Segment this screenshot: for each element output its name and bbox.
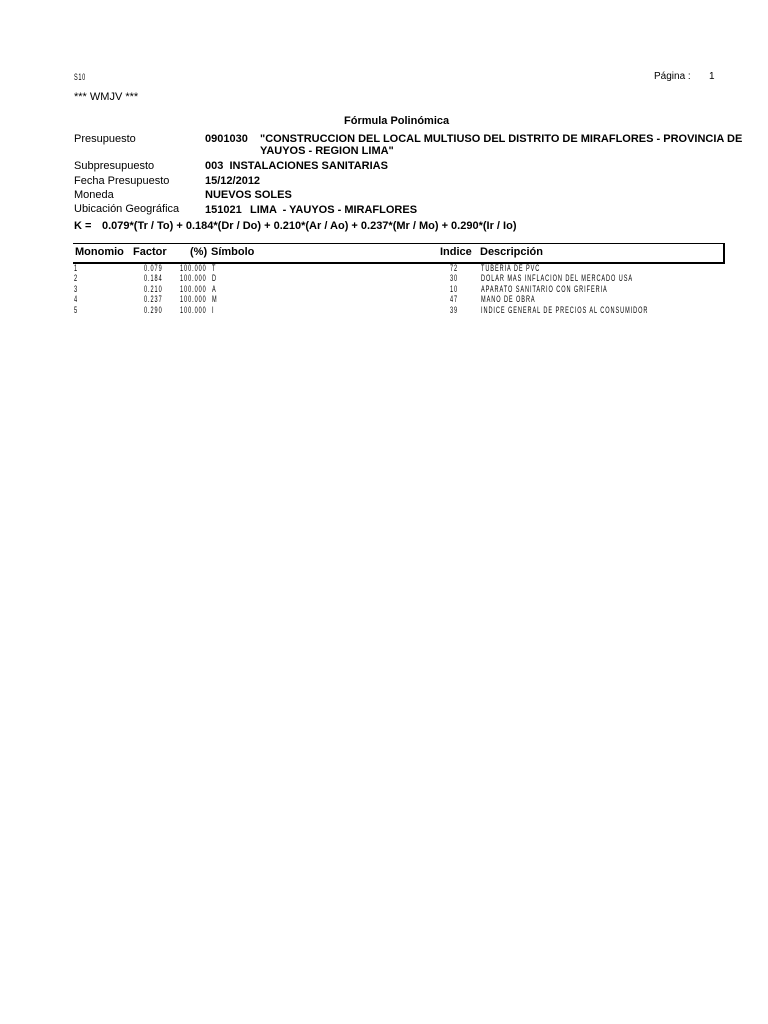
cell-percent: 100.000 <box>180 284 207 294</box>
fecha-value: 15/12/2012 <box>205 175 261 187</box>
table-header-box <box>73 243 725 264</box>
presupuesto-code: 0901030 <box>205 133 248 145</box>
col-percent: (%) <box>190 246 208 258</box>
cell-factor: 0.210 <box>144 284 163 294</box>
cell-monomio: 2 <box>74 273 79 283</box>
col-indice: Indice <box>440 246 472 258</box>
cell-factor: 0.290 <box>144 305 163 315</box>
page-label: Página : <box>654 71 691 82</box>
ubicacion-value: LIMA - YAUYOS - MIRAFLORES <box>250 204 418 216</box>
cell-monomio: 1 <box>74 263 79 273</box>
presupuesto-label: Presupuesto <box>74 133 136 145</box>
report-code: S10 <box>74 72 86 82</box>
moneda-value: NUEVOS SOLES <box>205 189 292 201</box>
cell-factor: 0.237 <box>144 294 163 304</box>
col-descripcion: Descripción <box>480 246 543 258</box>
formula-k-label: K = <box>74 220 92 232</box>
cell-simbolo: I <box>212 305 215 315</box>
ubicacion-label: Ubicación Geográfica <box>74 203 180 215</box>
presupuesto-desc-line1: "CONSTRUCCION DEL LOCAL MULTIUSO DEL DISTRITO DE MIRAFLORES - PROVINCIA DE <box>260 133 743 145</box>
formula-expression: 0.079*(Tr / To) + 0.184*(Dr / Do) + 0.210*(Ar / Ao) + 0.237*(Mr / Mo) + 0.290*(Ir / Io) <box>102 220 517 232</box>
cell-descripcion: DOLAR MAS INFLACION DEL MERCADO USA <box>481 273 634 283</box>
page-title: Fórmula Polinómica <box>344 115 450 127</box>
cell-descripcion: MANO DE OBRA <box>481 294 536 304</box>
page-number: 1 <box>709 71 715 82</box>
cell-indice: 47 <box>450 294 459 304</box>
cell-factor: 0.184 <box>144 273 163 283</box>
cell-descripcion: INDICE GENERAL DE PRECIOS AL CONSUMIDOR <box>481 305 649 315</box>
cell-descripcion: TUBERIA DE PVC <box>481 263 541 273</box>
subpresupuesto-label: Subpresupuesto <box>74 160 155 172</box>
cell-indice: 30 <box>450 273 459 283</box>
cell-indice: 10 <box>450 284 459 294</box>
cell-monomio: 4 <box>74 294 79 304</box>
cell-simbolo: D <box>212 273 217 283</box>
fecha-label: Fecha Presupuesto <box>74 175 170 187</box>
cell-percent: 100.000 <box>180 273 207 283</box>
cell-monomio: 3 <box>74 284 79 294</box>
cell-descripcion: APARATO SANITARIO CON GRIFERIA <box>481 284 608 294</box>
cell-simbolo: M <box>212 294 218 304</box>
presupuesto-desc-line2: YAUYOS - REGION LIMA" <box>260 145 394 157</box>
cell-percent: 100.000 <box>180 305 207 315</box>
ubicacion-code: 151021 <box>205 204 242 216</box>
cell-simbolo: A <box>212 284 217 294</box>
moneda-label: Moneda <box>74 189 114 201</box>
col-simbolo: Símbolo <box>211 246 255 258</box>
cell-percent: 100.000 <box>180 263 207 273</box>
cell-indice: 72 <box>450 263 459 273</box>
cell-monomio: 5 <box>74 305 79 315</box>
cell-factor: 0.079 <box>144 263 163 273</box>
col-monomio: Monomio <box>75 246 124 258</box>
cell-percent: 100.000 <box>180 294 207 304</box>
col-factor: Factor <box>133 246 167 258</box>
user-tag: *** WMJV *** <box>74 91 139 103</box>
cell-indice: 39 <box>450 305 459 315</box>
cell-simbolo: T <box>212 263 217 273</box>
subpresupuesto-value: 003 INSTALACIONES SANITARIAS <box>205 160 388 172</box>
